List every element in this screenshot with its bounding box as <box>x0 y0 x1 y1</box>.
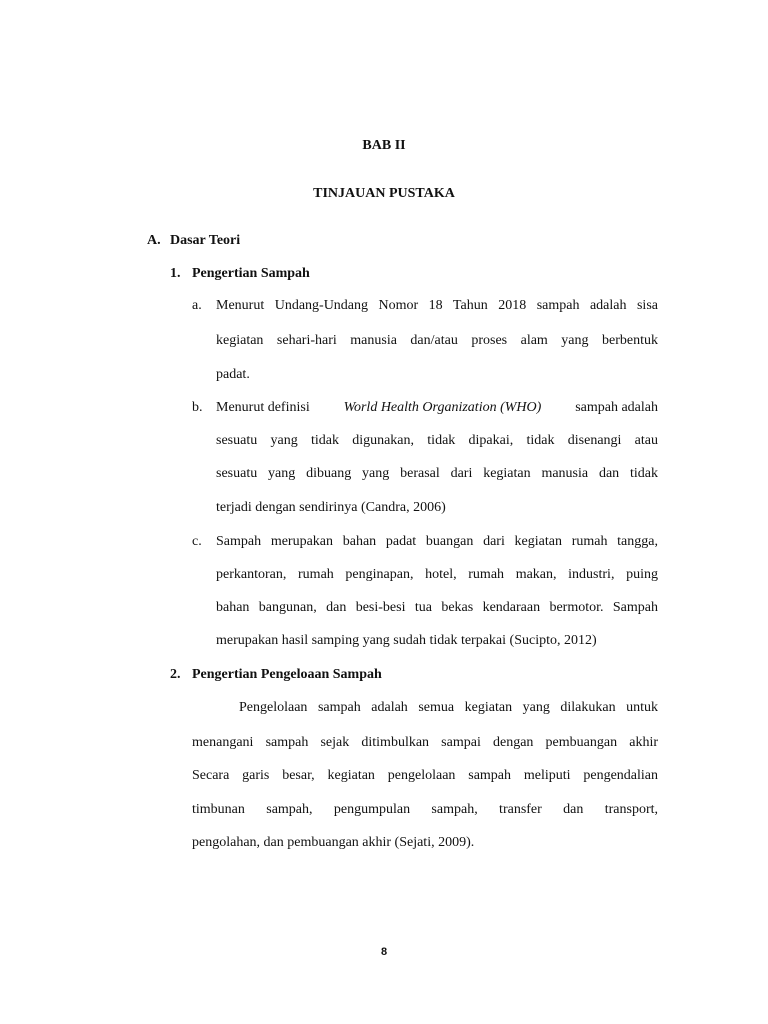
item-a-line-3: padat. <box>216 367 250 382</box>
subsection-2-title: Pengertian Pengeloaan Sampah <box>192 667 382 682</box>
item-c-line-4: merupakan hasil samping yang sudah tidak terpakai (Sucipto, 2012) <box>216 633 597 648</box>
subsection-2-marker: 2. <box>170 667 181 682</box>
paragraph-line-4: timbunan sampah, pengumpulan sampah, transfer dan transport, <box>192 802 658 817</box>
item-a-marker: a. <box>192 298 202 313</box>
item-b-who-term: World Health Organization (WHO) <box>343 400 542 415</box>
paragraph-line-3: Secara garis besar, kegiatan pengelolaan sampah meliputi pengendalian <box>192 768 658 783</box>
item-c-line-1: Sampah merupakan bahan padat buangan dari kegiatan rumah tangga, <box>216 534 658 549</box>
item-c-marker: c. <box>192 534 202 549</box>
item-a-line-2: kegiatan sehari-hari manusia dan/atau proses alam yang berbentuk <box>216 333 658 348</box>
item-c-line-2: perkantoran, rumah penginapan, hotel, rumah makan, industri, puing <box>216 567 658 582</box>
paragraph-line-2: menangani sampah sejak ditimbulkan sampai dengan pembuangan akhir <box>192 735 658 750</box>
section-a-title: Dasar Teori <box>170 233 241 248</box>
item-b-line-4: terjadi dengan sendirinya (Candra, 2006) <box>216 500 446 515</box>
subsection-1-marker: 1. <box>170 266 181 281</box>
item-a-line-1: Menurut Undang-Undang Nomor 18 Tahun 2018 sampah adalah sisa <box>216 298 658 313</box>
chapter-title: TINJAUAN PUSTAKA <box>313 186 455 201</box>
item-b-marker: b. <box>192 400 203 415</box>
item-b-line-1 <box>216 399 658 417</box>
subsection-1-title: Pengertian Sampah <box>192 266 310 281</box>
item-b-line-3: sesuatu yang dibuang yang berasal dari kegiatan manusia dan tidak <box>216 466 658 481</box>
chapter-number: BAB II <box>362 138 406 153</box>
item-c-line-3: bahan bangunan, dan besi-besi tua bekas kendaraan bermotor. Sampah <box>216 600 658 615</box>
section-a-marker: A. <box>147 233 161 248</box>
item-b-line-2: sesuatu yang tidak digunakan, tidak dipakai, tidak disenangi atau <box>216 433 658 448</box>
item-b-text-before: Menurut definisi <box>216 400 310 415</box>
paragraph-line-1: Pengelolaan sampah adalah semua kegiatan yang dilakukan untuk <box>239 700 658 715</box>
item-b-text-after: sampah adalah <box>575 400 658 415</box>
page-number: 8 <box>380 946 388 958</box>
paragraph-line-5: pengolahan, dan pembuangan akhir (Sejati, 2009). <box>192 835 475 850</box>
